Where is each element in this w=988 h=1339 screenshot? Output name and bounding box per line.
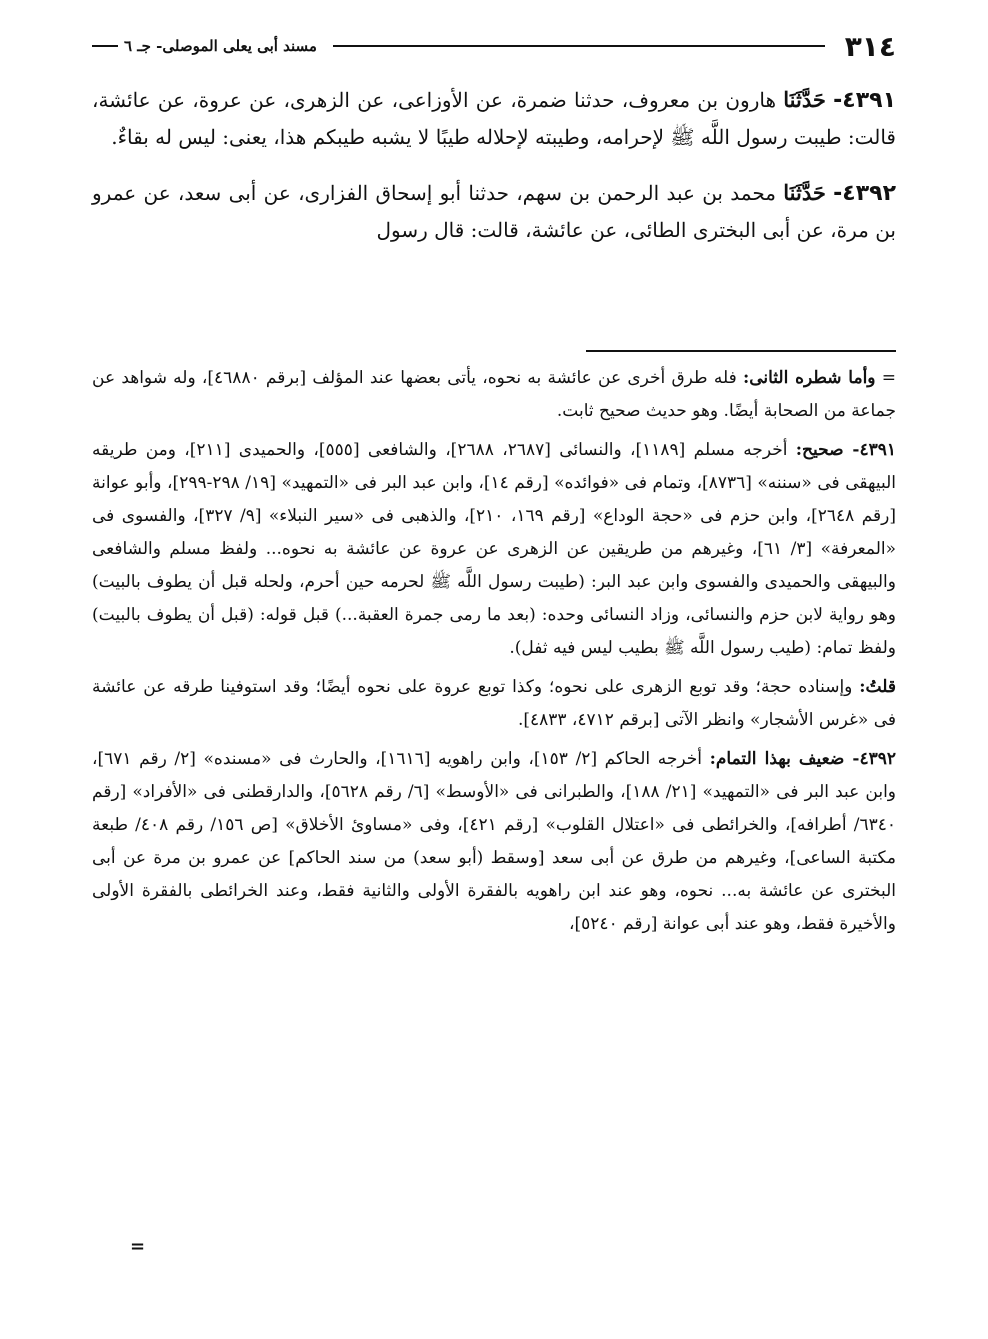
main-text	[92, 82, 896, 268]
footnote-text: فله طرق أخرى عن عائشة به نحوه، يأتى بعضها عند المؤلف [برقم ٤٦٨٨٠]، وله شواهد عن جماعة من الصحابة أيضًا. وهو حديث صحيح ثابت.	[92, 368, 896, 421]
book-title: مسند أبى يعلى الموصلى- جـ ٦	[124, 37, 317, 55]
footnote-heading: وأما شطره الثانى:	[742, 368, 876, 388]
hadith-number: ٤٣٩١-	[833, 88, 896, 113]
hadith-number: ٤٣٩٢-	[833, 181, 897, 206]
footnote-text: أخرجه الحاكم [٢/ ١٥٣]، وابن راهويه [١٦١٦]، والحارث فى «مسنده» [٢/ رقم ٦٧١]، وابن عبد البر فى «التمهيد» [٢١/ ١٨٨]، والطبرانى فى «الأوسط» [٦/ رقم ٥٦٢٨]، والدارقطنى فى «الأفراد» [رقم ٦٣٤٠/ أطرافه]، والخرائطى فى «اعتلال القلوب» [رقم ٤٢١]، وفى «مساوئ الأخلاق» [ص ١٥٦/ رقم ٤٠٨/ طبعة مكتبة الساعى]، وغيرهم من طرق عن أبى سعد [وسقط (أبو سعد) من سند الحاكم] عن عمرو بن مرة عن أبى البخترى عن عائشة به... نحوه، وهو عند ابن راهويه بالفقرة الأولى والثانية فقط، وعند الخرائطى بالفقرة الأولى والأخيرة فقط، وهو عند أبى عوانة [رقم ٥٢٤٠]،	[92, 749, 897, 934]
footnote-4391	[92, 434, 896, 665]
hadith-text: هارون بن معروف، حدثنا ضمرة، عن الأوزاعى، عن الزهرى، عن عروة، عن عائشة، قالت: طيبت رسول اللَّه ﷺ لإحرامه، وطيبته لإحلاله طيبًا لا يشبه طيبكم هذا، يعنى: ليس له بقاءٌ.	[92, 88, 896, 149]
continued-marker: =	[130, 1236, 146, 1257]
continuation-marker: =	[881, 368, 896, 388]
footnote-qultu	[92, 671, 896, 737]
footnotes	[92, 362, 896, 947]
footnote-4392	[92, 743, 896, 941]
footnote-separator	[586, 350, 896, 352]
running-header	[92, 26, 896, 66]
footnote-text: وإسناده حجة؛ وقد توبع الزهرى على نحوه؛ وكذا توبع عروة على نحوه أيضًا؛ وقد استوفينا طرقه عن عائشة فى «غرس الأشجار» وانظر الآتى [برقم ٤٧١٢، ٤٨٣٣].	[92, 677, 896, 730]
header-rule	[333, 45, 825, 47]
footnote-heading: قلتُ:	[859, 677, 897, 697]
footnote-text: أخرجه مسلم [١١٨٩]، والنسائى [٢٦٨٧، ٢٦٨٨]، والشافعى [٥٥٥]، والحميدى [٢١١]، ومن طريقه البيهقى فى «سننه» [٨٧٣٦]، وتمام فى «فوائده» [رقم ١٤]، وابن عبد البر فى «التمهيد» [١٩/ ٢٩٨-٢٩٩]، وأبو عوانة [رقم ٢٦٤٨]، وابن حزم فى «حجة الوداع» [رقم ١٦٩، ٢١٠]، والذهبى فى «سير النبلاء» [٩/ ٣٢٧]، والفسوى فى «المعرفة» [٣/ ٦١]، وغيرهم من طريقين عن الزهرى عن عروة عن عائشة به نحوه... ولفظ مسلم والشافعى والبيهقى والحميدى والفسوى وابن عبد البر: (طيبت رسول اللَّه ﷺ لحرمه حين أحرم، ولحله قبل أن يطوف بالبيت) وهو رواية لابن حزم والنسائى، وزاد النسائى وحده: (بعد ما رمى جمرة العقبة...) قبل قوله: (قبل أن يطوف بالبيت) ولفظ تمام: (طيب رسول اللَّه ﷺ بطيب ليس فيه ثفل).	[92, 440, 897, 658]
footnote-heading: ٤٣٩١- صحيح:	[795, 440, 897, 460]
footnote-continuation	[92, 362, 896, 428]
header-dash	[92, 45, 118, 47]
hadith-text: محمد بن عبد الرحمن بن سهم، حدثنا أبو إسحاق الفزارى، عن أبى سعد، عن عمرو بن مرة، عن أبى البخترى الطائى، عن عائشة، قالت: قال رسول	[92, 181, 896, 242]
hadith-4391	[92, 82, 896, 155]
footnote-heading: ٤٣٩٢- ضعيف بهذا التمام:	[709, 749, 897, 769]
hadith-4392	[92, 175, 896, 248]
hadith-keyword: حَدَّثَنَا	[783, 87, 826, 112]
hadith-keyword: حَدَّثَنَا	[783, 180, 826, 205]
page-number: ٣١٤	[844, 29, 896, 63]
